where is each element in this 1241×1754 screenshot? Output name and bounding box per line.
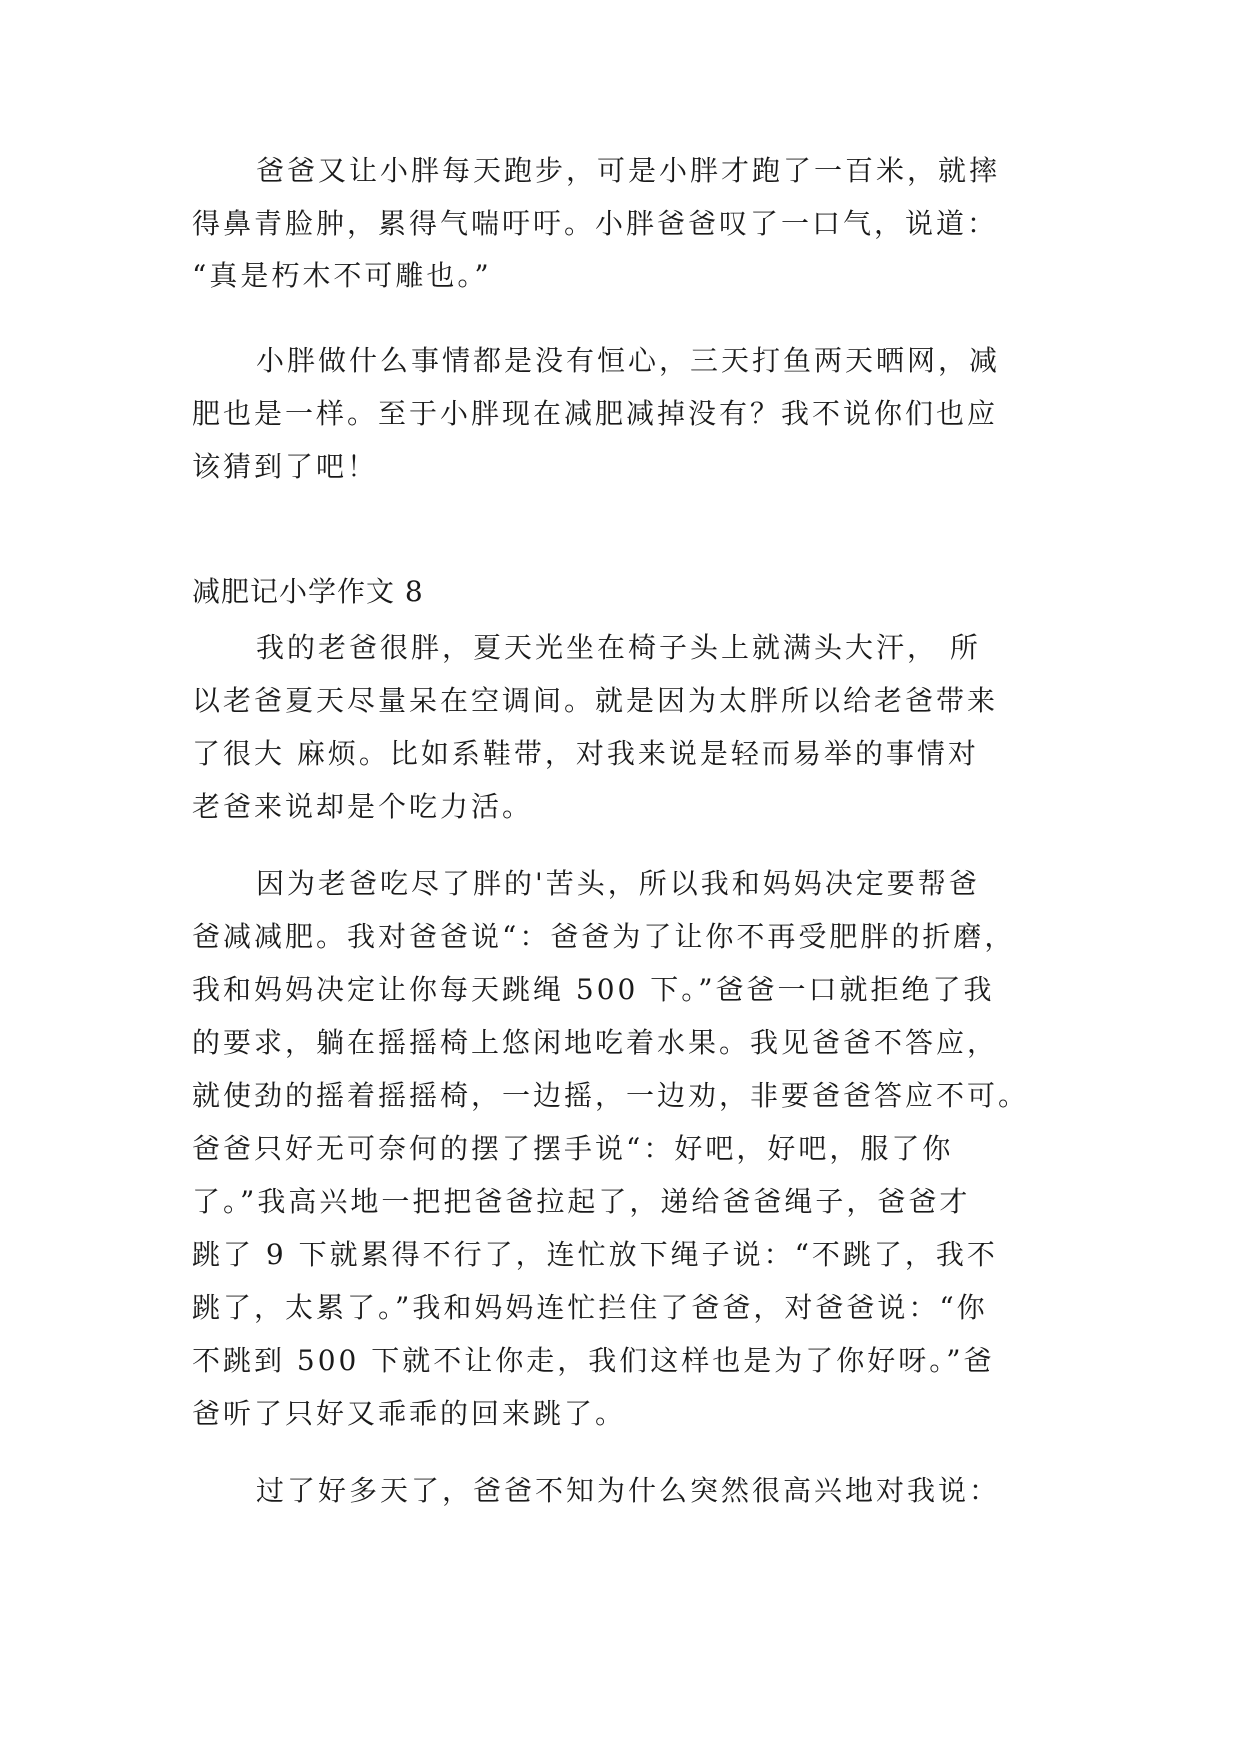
paragraph-line: 我的老爸很胖，夏天光坐在椅子头上就满头大汗， 所 (256, 631, 981, 664)
paragraph-line: 跳了，太累了。”我和妈妈连忙拦住了爸爸，对爸爸说：“你 (192, 1291, 988, 1324)
paragraph-line: 爸爸又让小胖每天跑步，可是小胖才跑了一百米，就摔 (256, 154, 1001, 187)
paragraph-line: 了很大 麻烦。比如系鞋带，对我来说是轻而易举的事情对 (192, 737, 979, 770)
paragraph-line: 过了好多天了，爸爸不知为什么突然很高兴地对我说： (256, 1474, 1001, 1507)
paragraph-line: 了。”我高兴地一把把爸爸拉起了，递给爸爸绳子，爸爸才 (192, 1185, 971, 1218)
paragraph-line: 得鼻青脸肿，累得气喘吁吁。小胖爸爸叹了一口气，说道： (192, 207, 999, 240)
section-heading: 减肥记小学作文 8 (192, 575, 424, 608)
paragraph-line: 跳了 9 下就累得不行了，连忙放下绳子说：“不跳了，我不 (192, 1238, 998, 1271)
paragraph-line: 就使劲的摇着摇摇椅，一边摇，一边劝，非要爸爸答应不可。 (192, 1079, 1030, 1112)
paragraph-line: 该猜到了吧！ (192, 450, 379, 483)
paragraph-line: 以老爸夏天尽量呆在空调间。就是因为太胖所以给老爸带来 (192, 684, 999, 717)
paragraph-line: 爸减减肥。我对爸爸说“：爸爸为了让你不再受肥胖的折磨， (192, 920, 1016, 953)
paragraph-line: 小胖做什么事情都是没有恒心，三天打鱼两天晒网，减 (256, 344, 1001, 377)
paragraph-line: 爸爸只好无可奈何的摆了摆手说“：好吧，好吧，服了你 (192, 1132, 954, 1165)
paragraph-line: “真是朽木不可雕也。” (192, 259, 492, 292)
paragraph-line: 的要求，躺在摇摇椅上悠闲地吃着水果。我见爸爸不答应， (192, 1026, 999, 1059)
paragraph-line: 我和妈妈决定让你每天跳绳 500 下。”爸爸一口就拒绝了我 (192, 973, 995, 1006)
paragraph-line: 老爸来说却是个吃力活。 (192, 790, 534, 823)
paragraph-line: 爸听了只好又乖乖的回来跳了。 (192, 1397, 627, 1430)
paragraph-line: 因为老爸吃尽了胖的'苦头，所以我和妈妈决定要帮爸 (256, 867, 980, 900)
paragraph-line: 不跳到 500 下就不让你走，我们这样也是为了你好呀。”爸 (192, 1344, 995, 1377)
paragraph-line: 肥也是一样。至于小胖现在减肥减掉没有？我不说你们也应 (192, 397, 999, 430)
